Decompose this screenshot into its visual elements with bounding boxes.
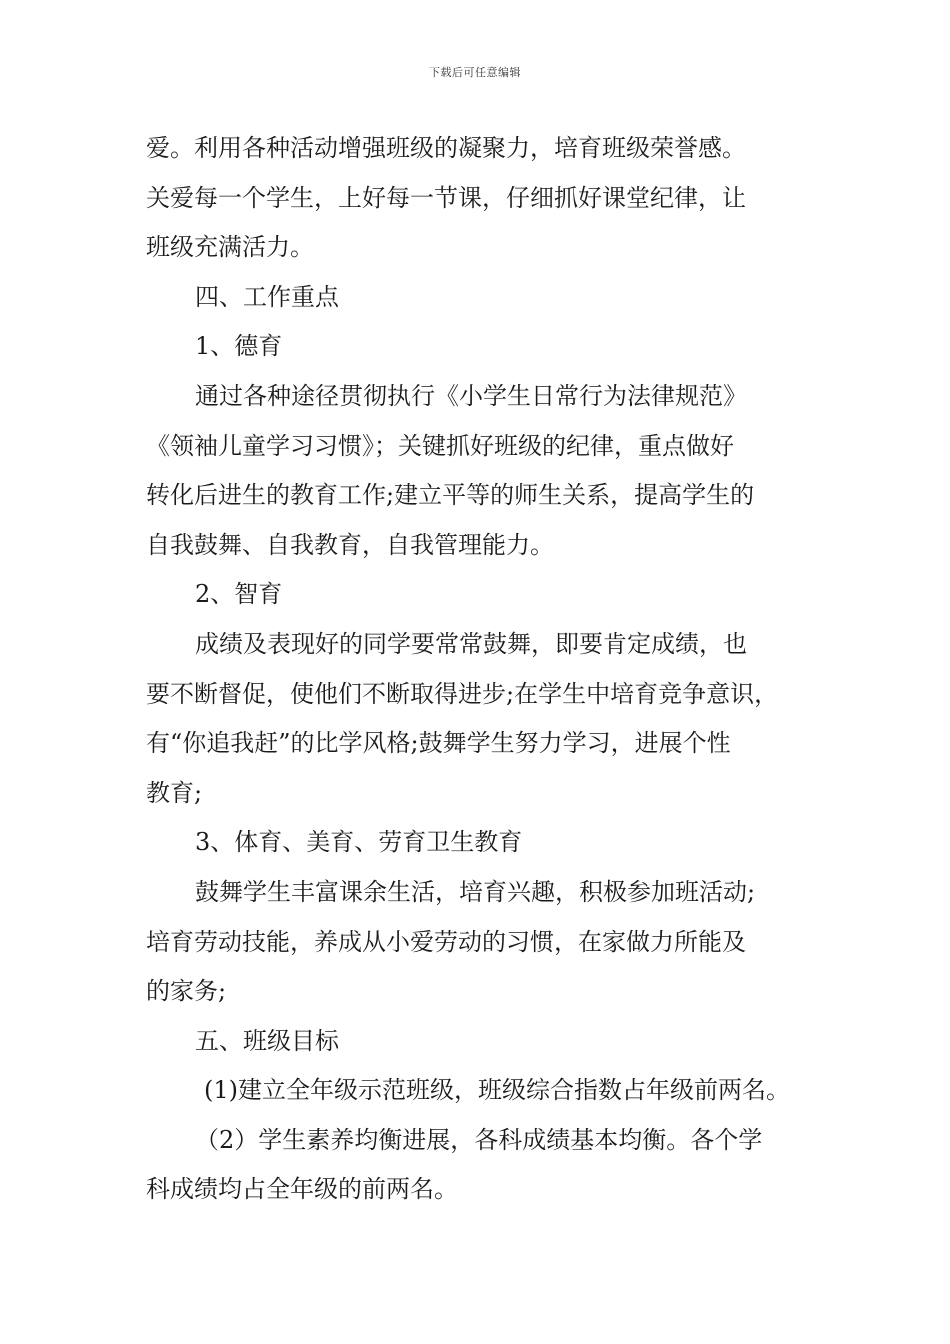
paragraph-line: 培育劳动技能，养成从小爱劳动的习惯，在家做力所能及 — [146, 927, 746, 956]
paragraph-line: 《领袖儿童学习习惯》；关键抓好班级的纪律，重点做好 — [146, 431, 734, 460]
paragraph-line: 转化后进生的教育工作;建立平等的师生关系，提高学生的 — [146, 481, 755, 510]
section-heading: 四、工作重点 — [195, 282, 339, 311]
page-header: 下载后可任意编辑 — [429, 66, 521, 79]
paragraph-line: 要不断督促，使他们不断取得进步;在学生中培育竞争意识， — [146, 679, 779, 708]
paragraph-line: 自我鼓舞、自我教育，自我管理能力。 — [146, 530, 554, 559]
document-body — [146, 124, 816, 1215]
paragraph-line: 通过各种途径贯彻执行《小学生日常行为法律规范》 — [195, 381, 747, 410]
paragraph-line: 鼓舞学生丰富课余生活，培育兴趣，积极参加班活动; — [195, 877, 756, 906]
paragraph-line: 班级充满活力。 — [146, 233, 314, 262]
paragraph-line: 有“你追我赶”的比学风格;鼓舞学生努力学习，进展个性 — [146, 729, 731, 758]
subsection-heading: 2、智育 — [195, 580, 283, 609]
paragraph-line: 爱。利用各种活动增强班级的凝聚力，培育班级荣誉感。 — [146, 134, 746, 162]
paragraph-line: 的家务; — [146, 977, 227, 1006]
subsection-heading: 1、德育 — [195, 332, 283, 361]
list-item: （2）学生素养均衡进展，各科成绩基本均衡。各个学 — [195, 1125, 763, 1154]
list-item: (1)建立全年级示范班级，班级综合指数占年级前两名。 — [204, 1076, 790, 1105]
paragraph-line: 成绩及表现好的同学要常常鼓舞，即要肯定成绩，也 — [195, 629, 747, 658]
subsection-heading: 3、体育、美育、劳育卫生教育 — [195, 828, 523, 857]
paragraph-line: 教育; — [146, 778, 203, 807]
section-heading: 五、班级目标 — [195, 1026, 339, 1055]
paragraph-line: 关爱每一个学生，上好每一节课，仔细抓好课堂纪律，让 — [146, 183, 746, 212]
paragraph-line: 科成绩均占全年级的前两名。 — [146, 1175, 458, 1204]
